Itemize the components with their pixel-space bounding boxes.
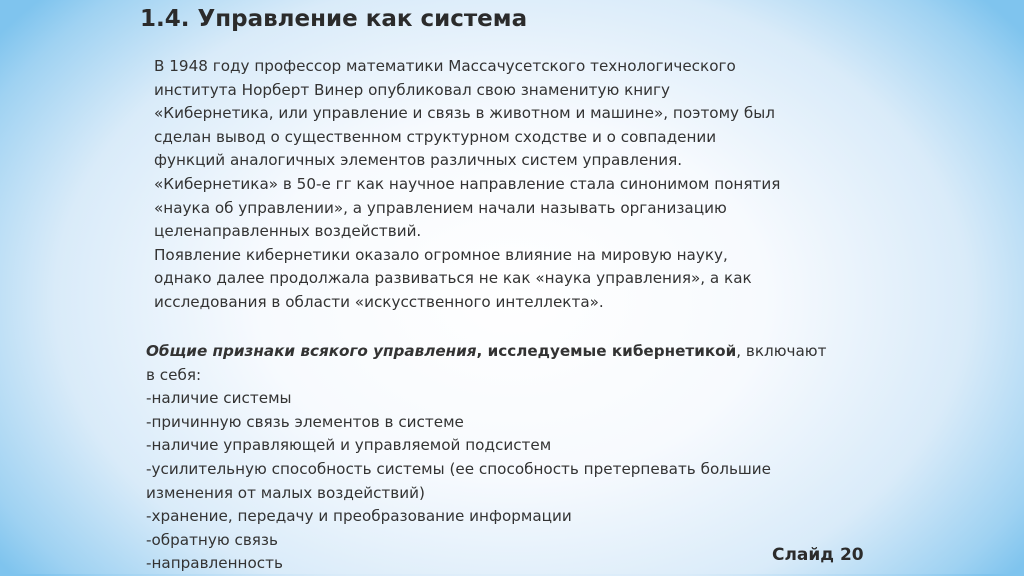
features-block bbox=[146, 340, 896, 576]
features-heading bbox=[146, 340, 896, 387]
slide-number: Слайд 20 bbox=[772, 545, 864, 565]
features-heading-bold: , исследуемые кибернетикой bbox=[476, 342, 737, 360]
feature-item-subsystems: -наличие управляющей и управляемой подсистем bbox=[146, 436, 552, 455]
intro-paragraph-2: «Кибернетика» в 50-е гг как научное направление стала синонимом понятия «наука об управлении», а управлением начали называть организацию целенаправленных воздействий. bbox=[154, 174, 781, 241]
intro-paragraph-1: В 1948 году профессор математики Массачусетского технологического института Норберт Винер опубликовал свою знаменитую книгу «Кибернетика, или управление и связь в животном и машине», поэтому был сделан вывод о существенном структурном сходстве и о совпадении функций аналогичных элементов различных систем управления. bbox=[154, 57, 775, 170]
slide-title: 1.4. Управление как система bbox=[140, 6, 528, 32]
features-heading-italic: Общие признаки всякого управления bbox=[146, 342, 477, 360]
features-heading-rest: , включают в себя: bbox=[146, 342, 827, 384]
feature-item-feedback: -обратную связь bbox=[146, 530, 278, 549]
feature-item-causal-link: -причинную связь элементов в системе bbox=[146, 412, 464, 431]
feature-item-direction: -направленность bbox=[146, 554, 283, 573]
feature-item-information: -хранение, передачу и преобразование информации bbox=[146, 507, 572, 526]
intro-paragraph-3: Появление кибернетики оказало огромное влияние на мировую науку, однако далее продолжала развиваться не как «наука управления», а как исследования в области «искусственного интеллекта». bbox=[154, 245, 752, 311]
feature-item-system: -наличие системы bbox=[146, 389, 292, 408]
intro-text-block bbox=[154, 55, 854, 315]
feature-item-amplification: -усилительную способность системы (ее способность претерпевать большие изменения от малых воздействий) bbox=[146, 459, 772, 502]
